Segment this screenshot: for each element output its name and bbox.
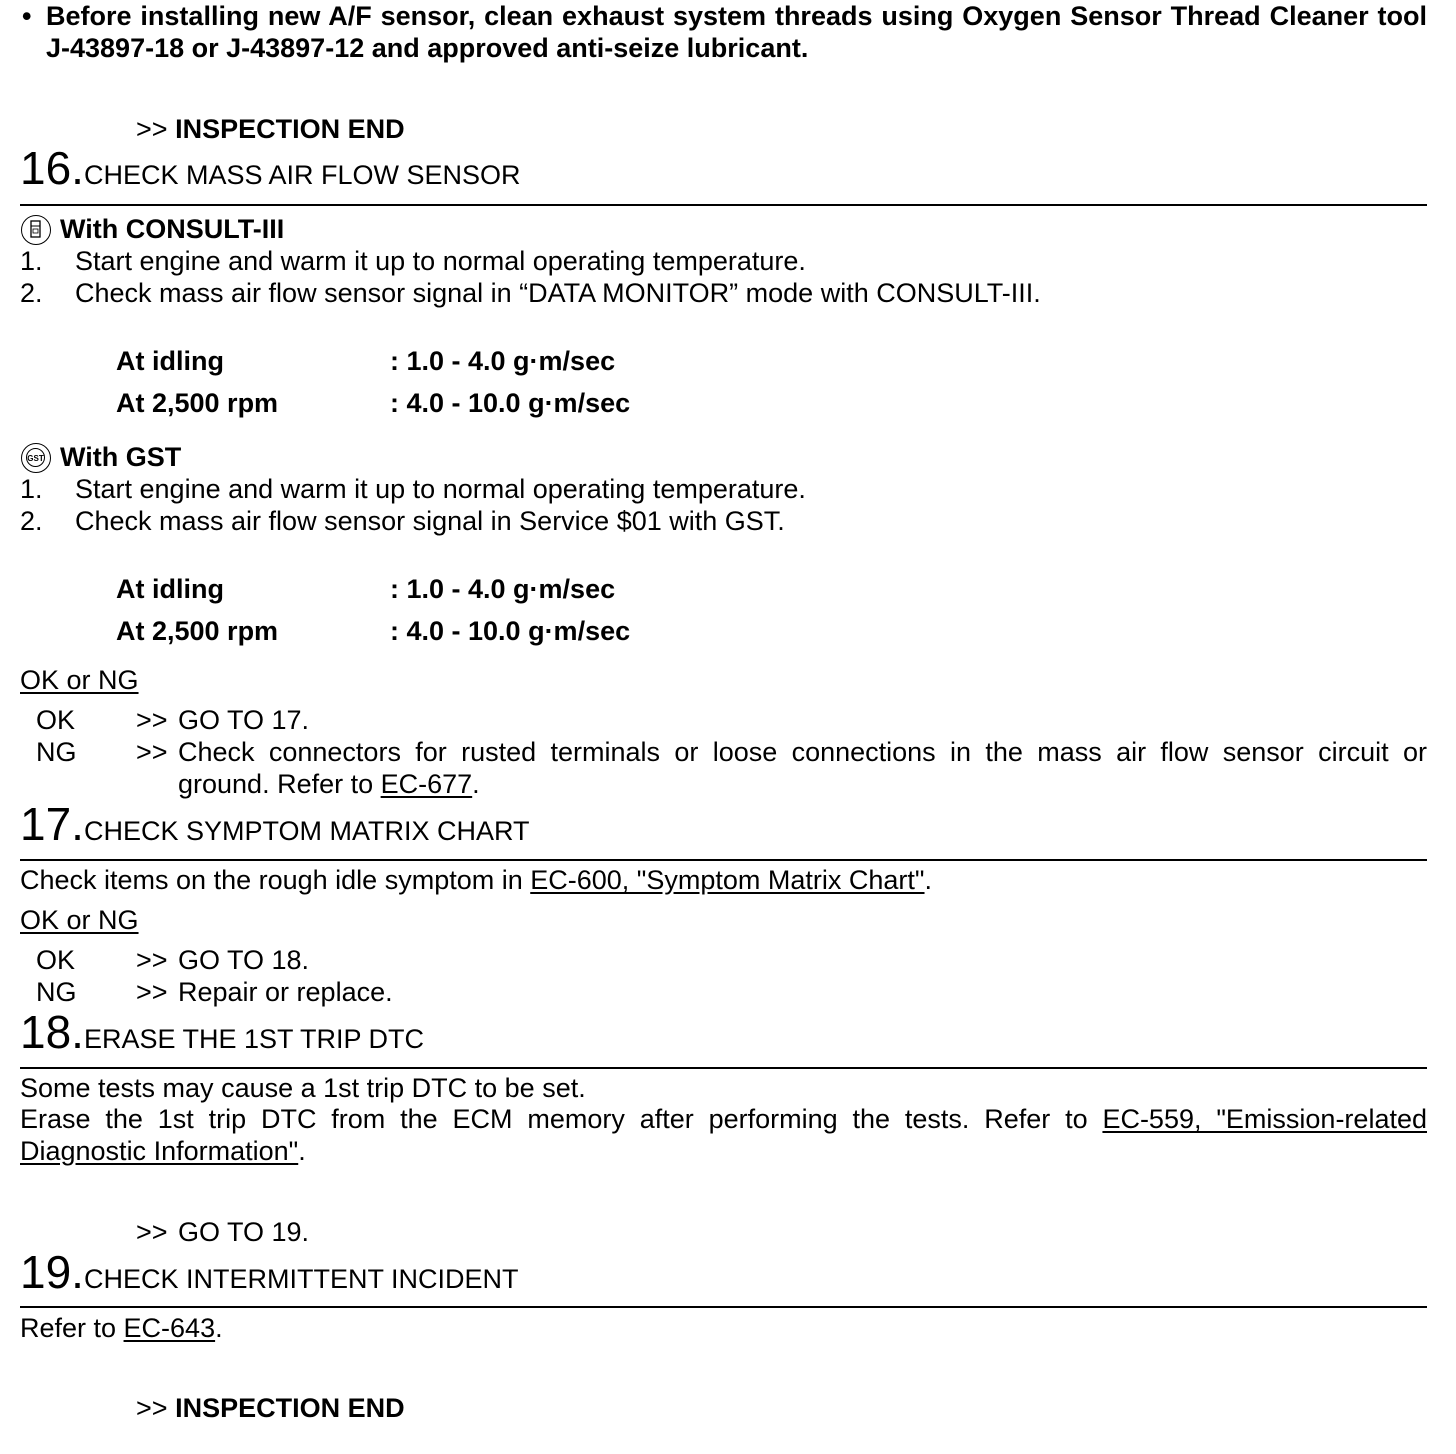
- gst-icon: [21, 443, 51, 473]
- ng-label: NG: [36, 737, 77, 767]
- ok-ng-heading: OK or NG: [20, 905, 139, 935]
- list-number: 1.: [20, 474, 43, 504]
- list-number: 2.: [20, 506, 43, 536]
- spec-label: At idling: [116, 346, 224, 376]
- ok-label: OK: [36, 705, 76, 735]
- text: .: [298, 1136, 306, 1166]
- step-title: ERASE THE 1ST TRIP DTC: [83, 1024, 425, 1054]
- ok-label: OK: [36, 945, 76, 975]
- step-number: 18.: [20, 1006, 84, 1058]
- step-title: CHECK INTERMITTENT INCIDENT: [83, 1264, 519, 1294]
- ng-label: NG: [36, 977, 77, 1007]
- spec-label: At 2,500 rpm: [116, 616, 279, 646]
- spec-label: At 2,500 rpm: [116, 388, 279, 418]
- arrow-label: >>: [136, 945, 168, 975]
- arrow-label: >>: [136, 1393, 168, 1423]
- step-number: 19.: [20, 1246, 84, 1298]
- text: Refer to: [20, 1313, 124, 1343]
- link-ec-600[interactable]: EC-600, "Symptom Matrix Chart": [530, 865, 925, 895]
- inspection-end-bottom: [136, 1391, 405, 1425]
- ng-action-cont: [178, 767, 480, 801]
- list-number: 1.: [20, 246, 43, 276]
- step-title: CHECK MASS AIR FLOW SENSOR: [83, 160, 521, 190]
- list-item: Check mass air flow sensor signal in “DATA MONITOR” mode with CONSULT-III.: [75, 278, 1041, 308]
- step-title: CHECK SYMPTOM MATRIX CHART: [83, 816, 530, 846]
- text: Check items on the rough idle symptom in: [20, 865, 531, 895]
- next-action: GO TO 19.: [178, 1217, 310, 1247]
- inspection-end-label: INSPECTION END: [175, 114, 405, 144]
- link-ec-643[interactable]: EC-643: [123, 1313, 216, 1343]
- spec-label: At idling: [116, 574, 224, 604]
- divider: [20, 859, 1427, 861]
- arrow-label: >>: [136, 1217, 168, 1247]
- arrow-label: >>: [136, 737, 168, 767]
- step-19-body: [20, 1311, 223, 1345]
- step-18-line1: Some tests may cause a 1st trip DTC to be set.: [20, 1073, 586, 1103]
- gst-heading: With GST: [60, 442, 182, 472]
- text: .: [924, 865, 933, 895]
- list-number: 2.: [20, 278, 43, 308]
- step-18-line2: [20, 1103, 1427, 1167]
- link-ec-677[interactable]: EC-677: [380, 769, 473, 799]
- ok-ng-heading: OK or NG: [20, 665, 139, 695]
- divider: [20, 1306, 1427, 1308]
- list-item: Start engine and warm it up to normal operating temperature.: [75, 246, 806, 276]
- bullet: •: [22, 1, 32, 31]
- ng-action: Repair or replace.: [178, 977, 393, 1007]
- step-16-header: [20, 142, 521, 194]
- text: .: [472, 769, 480, 799]
- spec-value: : 1.0 - 4.0 g·m/sec: [390, 574, 616, 604]
- consult-heading: With CONSULT-III: [60, 214, 285, 244]
- arrow-label: >>: [136, 114, 168, 144]
- divider: [20, 1067, 1427, 1069]
- link-ec-559[interactable]: EC-559, "Emission-related Diagnostic Information": [20, 1104, 1427, 1166]
- ok-action: GO TO 17.: [178, 705, 310, 735]
- list-item: Check mass air flow sensor signal in Service $01 with GST.: [75, 506, 785, 536]
- text: .: [215, 1313, 223, 1343]
- arrow-label: >>: [136, 977, 168, 1007]
- divider: [20, 204, 1427, 206]
- spec-value: : 4.0 - 10.0 g·m/sec: [390, 388, 631, 418]
- intro-note: Before installing new A/F sensor, clean exhaust system threads using Oxygen Sensor Thread Cleaner tool J-43897-18 or J-43897-12 and approved anti-seize lubricant.: [46, 1, 1427, 63]
- text: Erase the 1st trip DTC from the ECM memory after performing the tests. Refer to: [20, 1104, 1103, 1134]
- step-17-header: [20, 798, 530, 850]
- spec-value: : 4.0 - 10.0 g·m/sec: [390, 616, 631, 646]
- inspection-end-label: INSPECTION END: [175, 1393, 405, 1423]
- text: ground. Refer to: [178, 769, 381, 799]
- list-item: Start engine and warm it up to normal operating temperature.: [75, 474, 806, 504]
- step-19-header: [20, 1246, 519, 1298]
- step-17-body: [20, 863, 932, 897]
- ok-action: GO TO 18.: [178, 945, 310, 975]
- inspection-end-top: [136, 112, 405, 146]
- ng-action: Check connectors for rusted terminals or loose connections in the mass air flow sensor circuit or: [178, 737, 1427, 767]
- step-18-header: [20, 1006, 425, 1058]
- step-number: 16.: [20, 142, 84, 194]
- gst-icon-text: GST: [27, 454, 44, 463]
- step-number: 17.: [20, 798, 84, 850]
- spec-value: : 1.0 - 4.0 g·m/sec: [390, 346, 616, 376]
- arrow-label: >>: [136, 705, 168, 735]
- consult-icon: [21, 215, 51, 245]
